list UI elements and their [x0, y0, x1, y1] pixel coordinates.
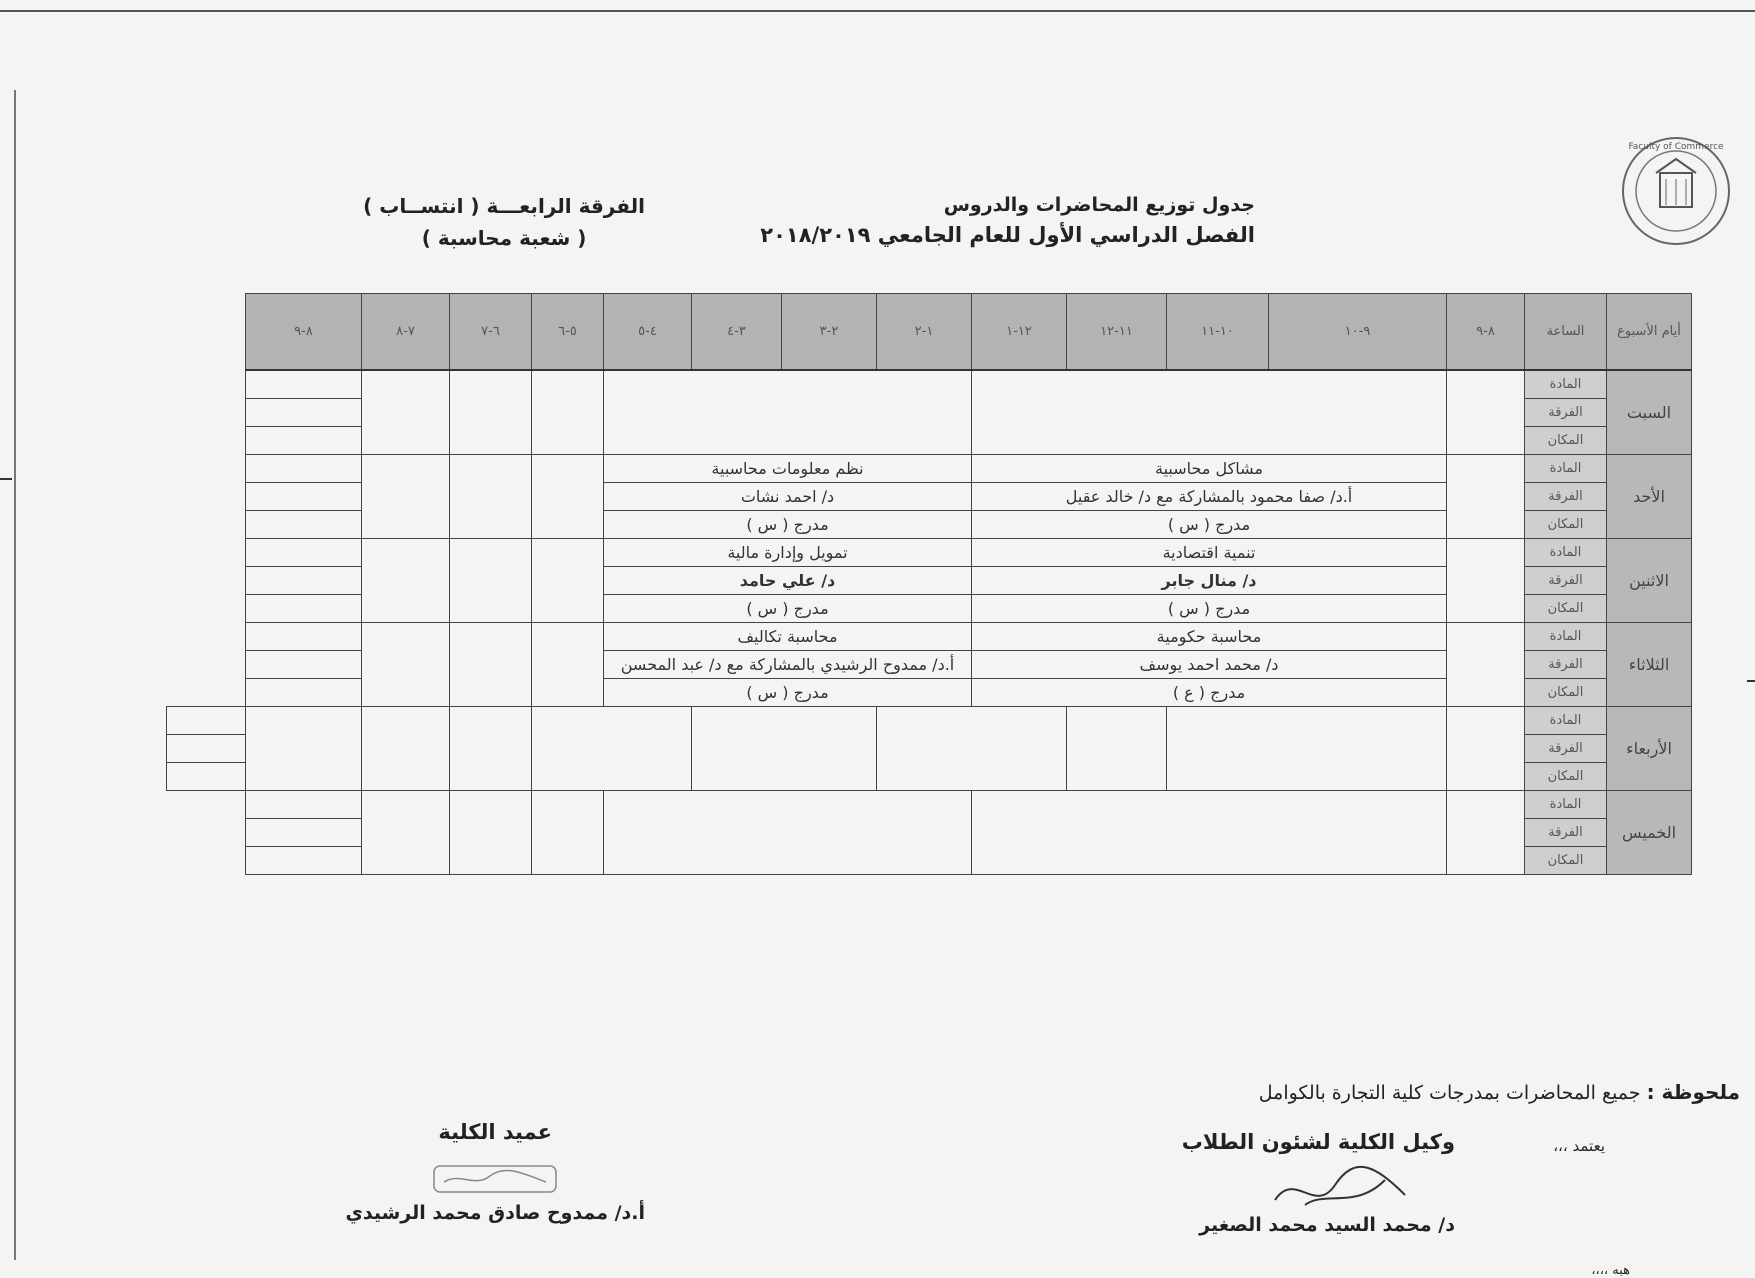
time-slot: ١٠-١١ [1167, 294, 1269, 371]
empty-cell [1447, 623, 1525, 707]
note-label: ملحوظة : [1646, 1080, 1740, 1104]
group-line-1: الفرقة الرابعـــة ( انتســاب ) [363, 194, 645, 218]
time-slot: ٥-٦ [532, 294, 604, 371]
vice-dean-signature [1265, 1160, 1415, 1220]
session-lecturer: د/ محمد احمد يوسف [972, 651, 1447, 679]
session-subject: تمويل وإدارة مالية [604, 539, 972, 567]
empty-cell [972, 370, 1447, 455]
empty-cell [450, 370, 532, 455]
dean-role: عميد الكلية [438, 1120, 553, 1144]
empty-cell [532, 455, 604, 539]
corner-hour: الساعة [1525, 294, 1607, 371]
empty-cell [246, 483, 362, 511]
empty-cell [167, 763, 246, 791]
time-slot: ٤-٥ [604, 294, 692, 371]
dean-name: أ.د/ ممدوح صادق محمد الرشيدي [345, 1202, 645, 1224]
empty-cell [1447, 539, 1525, 623]
session-subject: مشاكل محاسبية [972, 455, 1447, 483]
row-label-subject: المادة [1525, 623, 1607, 651]
row-label-subject: المادة [1525, 455, 1607, 483]
row-label-group: الفرقة [1525, 651, 1607, 679]
empty-cell [450, 623, 532, 707]
row-label-group: الفرقة [1525, 735, 1607, 763]
empty-cell [246, 511, 362, 539]
time-slot: ١٢-١ [972, 294, 1067, 371]
empty-cell [604, 370, 972, 455]
row-label-group: الفرقة [1525, 567, 1607, 595]
empty-cell [877, 707, 1067, 791]
empty-cell [246, 427, 362, 455]
svg-text:Faculty of Commerce: Faculty of Commerce [1628, 142, 1724, 152]
empty-cell [246, 595, 362, 623]
empty-cell [246, 623, 362, 651]
empty-cell [167, 735, 246, 763]
empty-cell [362, 791, 450, 875]
day-sunday: الأحد [1607, 455, 1692, 539]
row-label-place: المكان [1525, 595, 1607, 623]
session-room: مدرج ( س ) [972, 595, 1447, 623]
scan-edge-left [14, 90, 16, 1260]
group-line-2: ( شعبة محاسبة ) [421, 226, 587, 250]
time-slot: ٨-٩ [246, 294, 362, 371]
session-subject: تنمية اقتصادية [972, 539, 1447, 567]
session-lecturer: د/ علي حامد [604, 567, 972, 595]
empty-cell [362, 455, 450, 539]
time-slot: ٦-٧ [450, 294, 532, 371]
empty-cell [1167, 707, 1447, 791]
empty-cell [532, 370, 604, 455]
faculty-seal-logo [1620, 135, 1732, 247]
empty-cell [450, 539, 532, 623]
empty-cell [362, 623, 450, 707]
title-line-2: الفصل الدراسي الأول للعام الجامعي ٢٠١٨/٢٠١٩ [760, 223, 1255, 247]
time-slot: ٢-٣ [782, 294, 877, 371]
schedule-title [760, 190, 1255, 250]
empty-cell [362, 539, 450, 623]
time-slot: ٧-٨ [362, 294, 450, 371]
header-row [167, 294, 1692, 371]
empty-cell [246, 539, 362, 567]
empty-cell [1447, 707, 1525, 791]
time-slot: ٨-٩ [1447, 294, 1525, 371]
day-monday: الاثنين [1607, 539, 1692, 623]
punch-mark-right [1747, 680, 1755, 682]
empty-cell [362, 707, 450, 791]
empty-cell [1067, 707, 1167, 791]
time-slot: ١١-١٢ [1067, 294, 1167, 371]
day-tuesday: الثلاثاء [1607, 623, 1692, 707]
session-lecturer: أ.د/ ممدوح الرشيدي بالمشاركة مع د/ عبد المحسن [604, 651, 972, 679]
session-room: مدرج ( س ) [604, 595, 972, 623]
row-label-place: المكان [1525, 679, 1607, 707]
row-label-place: المكان [1525, 511, 1607, 539]
schedule-table [166, 293, 1692, 875]
session-lecturer: د/ احمد نشات [604, 483, 972, 511]
schedule-table-wrapper [166, 293, 1692, 1033]
empty-cell [450, 455, 532, 539]
session-room: مدرج ( س ) [972, 511, 1447, 539]
day-wednesday: الأربعاء [1607, 707, 1692, 791]
empty-cell [246, 455, 362, 483]
empty-cell [450, 791, 532, 875]
row-label-group: الفرقة [1525, 399, 1607, 427]
row-label-subject: المادة [1525, 791, 1607, 819]
note-text: جميع المحاضرات بمدرجات كلية التجارة بالكوامل [1258, 1082, 1641, 1104]
empty-cell [167, 707, 246, 735]
empty-cell [1447, 455, 1525, 539]
empty-cell [246, 651, 362, 679]
empty-cell [246, 819, 362, 847]
session-subject: محاسبة حكومية [972, 623, 1447, 651]
empty-cell [246, 847, 362, 875]
row-label-place: المكان [1525, 763, 1607, 791]
punch-mark-left [0, 478, 12, 480]
empty-cell [604, 791, 972, 875]
empty-cell [532, 707, 692, 791]
title-line-1: جدول توزيع المحاضرات والدروس [943, 194, 1255, 216]
time-slot: ٩-١٠ [1269, 294, 1447, 371]
corner-days: أيام الأسبوع [1607, 294, 1692, 371]
empty-cell [1447, 370, 1525, 455]
empty-cell [692, 707, 877, 791]
empty-cell [246, 707, 362, 791]
row-label-group: الفرقة [1525, 483, 1607, 511]
row-label-place: المكان [1525, 427, 1607, 455]
empty-cell [532, 791, 604, 875]
vice-dean-signature-block [1182, 1130, 1455, 1236]
empty-cell [450, 707, 532, 791]
day-saturday: السبت [1607, 370, 1692, 455]
group-title [363, 190, 645, 254]
empty-cell [246, 370, 362, 399]
time-slot: ٣-٤ [692, 294, 782, 371]
empty-cell [532, 623, 604, 707]
row-label-subject: المادة [1525, 539, 1607, 567]
typist-initials: هبه ،،،، [1591, 1263, 1630, 1278]
session-room: مدرج ( س ) [604, 679, 972, 707]
session-lecturer: أ.د/ صفا محمود بالمشاركة مع د/ خالد عقيل [972, 483, 1447, 511]
session-subject: نظم معلومات محاسبية [604, 455, 972, 483]
dean-stamp [430, 1162, 560, 1196]
empty-cell [532, 539, 604, 623]
empty-cell [972, 791, 1447, 875]
empty-cell [362, 370, 450, 455]
row-label-subject: المادة [1525, 370, 1607, 399]
row-label-group: الفرقة [1525, 819, 1607, 847]
session-room: مدرج ( س ) [604, 511, 972, 539]
scan-edge-top [0, 10, 1755, 12]
day-row [167, 370, 1692, 399]
day-thursday: الخميس [1607, 791, 1692, 875]
session-subject: محاسبة تكاليف [604, 623, 972, 651]
vice-dean-role: وكيل الكلية لشئون الطلاب [1181, 1130, 1455, 1154]
approve-text: يعتمد ،،، [1553, 1137, 1605, 1155]
empty-cell [246, 567, 362, 595]
session-room: مدرج ( ع ) [972, 679, 1447, 707]
time-slot: ١-٢ [877, 294, 972, 371]
empty-cell [246, 399, 362, 427]
empty-cell [246, 791, 362, 819]
empty-cell [246, 679, 362, 707]
empty-cell [1447, 791, 1525, 875]
session-lecturer: د/ منال جابر [972, 567, 1447, 595]
row-label-place: المكان [1525, 847, 1607, 875]
row-label-subject: المادة [1525, 707, 1607, 735]
dean-signature-block [345, 1120, 645, 1224]
vice-dean-name: د/ محمد السيد محمد الصغير [1199, 1214, 1455, 1236]
footer-note [1259, 1080, 1740, 1104]
